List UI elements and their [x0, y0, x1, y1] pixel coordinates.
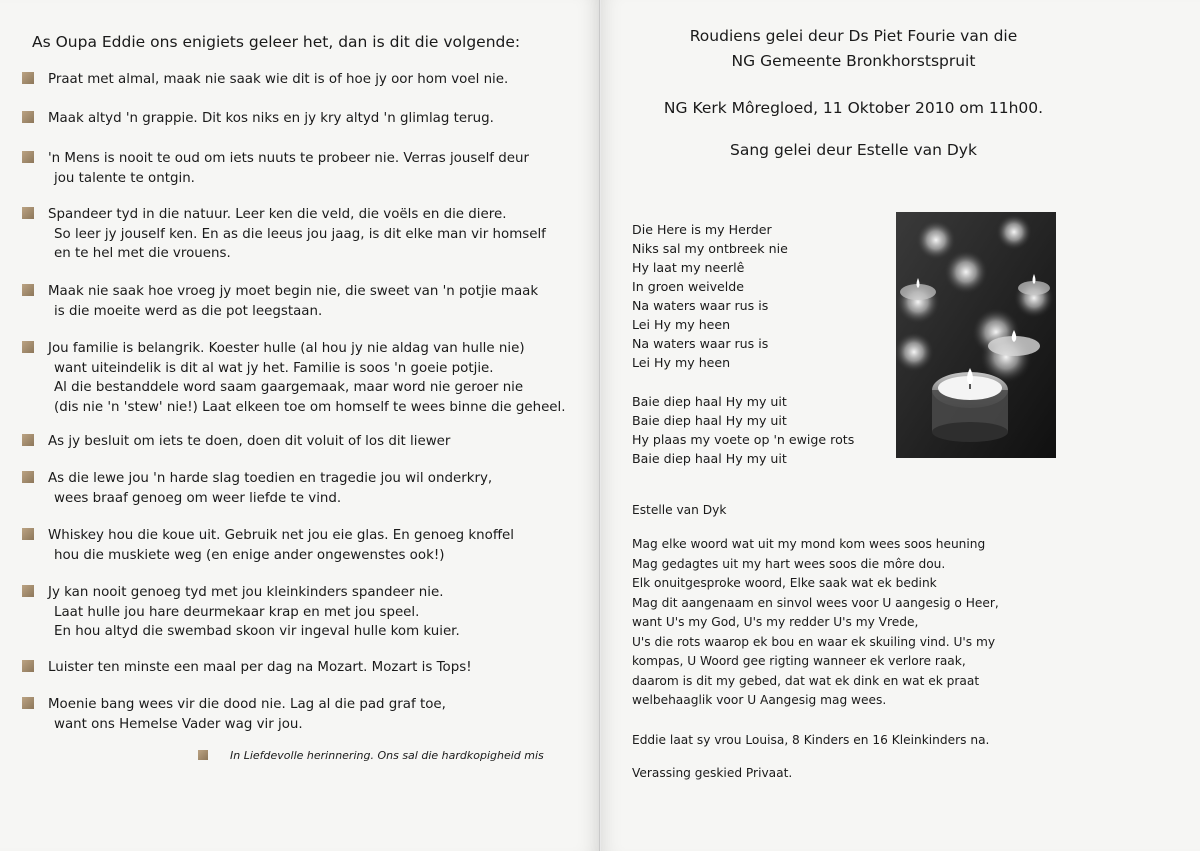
lesson-line: Praat met almal, maak nie saak wie dit is of hoe jy oor hom voel nie.: [48, 72, 509, 87]
lesson-item: [22, 432, 582, 452]
lesson-line: Maak altyd 'n grappie. Dit kos niks en jy kry altyd 'n glimlag terug.: [48, 111, 494, 126]
hymn-line: Baie diep haal Hy my uit: [632, 394, 787, 409]
lesson-line: Spandeer tyd in die natuur. Leer ken die veld, die voëls en die diere.: [48, 207, 507, 222]
prayer-line: Elk onuitgesproke woord, Elke saak wat ek bedink: [632, 576, 937, 590]
hymn-line: Na waters waar rus is: [632, 336, 769, 351]
lesson-item: [22, 695, 582, 734]
lesson-line: hou die muskiete weg (en enige ander ongewenstes ook!): [54, 547, 445, 563]
lesson-line: Al die bestanddele word saam gaargemaak, maar word nie geroer nie: [54, 380, 524, 395]
square-bullet-icon: [22, 471, 34, 483]
square-bullet-icon: [22, 151, 34, 163]
hymn-line: In groen weivelde: [632, 279, 745, 294]
square-bullet-icon: [22, 284, 34, 296]
prayer-line: want U's my God, U's my redder U's my Vrede,: [632, 615, 919, 629]
lesson-line: As jy besluit om iets te doen, doen dit voluit of los dit liewer: [48, 434, 451, 449]
lesson-item: [22, 282, 582, 321]
square-bullet-icon: [22, 434, 34, 446]
lesson-item: [22, 339, 582, 417]
prayer-line: Mag elke woord wat uit my mond kom wees soos heuning: [632, 537, 986, 551]
lesson-line: Maak nie saak hoe vroeg jy moet begin nie, die sweet van 'n potjie maak: [48, 284, 539, 299]
square-bullet-icon: [22, 341, 34, 353]
hymn-verse-1: [632, 220, 788, 372]
service-officiant: Roudiens gelei deur Ds Piet Fourie van die: [689, 27, 1018, 45]
lessons-heading: As Oupa Eddie ons enigiets geleer het, dan is dit die volgende:: [32, 33, 521, 51]
square-bullet-icon: [22, 72, 34, 84]
hymn-line: Hy laat my neerlê: [632, 260, 745, 275]
prayer-line: kompas, U Woord gee rigting wanneer ek verlore raak,: [632, 654, 966, 668]
lesson-line: is die moeite werd as die pot leegstaan.: [54, 303, 323, 319]
prayer-line: Mag gedagtes uit my hart wees soos die môre dou.: [632, 556, 946, 571]
lesson-line: As die lewe jou 'n harde slag toedien en tragedie jou wil onderkry,: [48, 471, 493, 486]
hymn-line: Lei Hy my heen: [632, 317, 731, 332]
square-bullet-icon: [22, 660, 34, 672]
lesson-line: (dis nie 'n 'stew' nie!) Laat elkeen toe om homself te wees binne die geheel.: [54, 399, 566, 415]
lesson-line: Whiskey hou die koue uit. Gebruik net jou eie glas. En genoeg knoffel: [48, 528, 515, 543]
lesson-item: [22, 205, 582, 264]
lesson-line: wees braaf genoeg om weer liefde te vind.: [54, 490, 342, 506]
hymn-line: Baie diep haal Hy my uit: [632, 413, 787, 428]
lesson-item: [22, 70, 582, 90]
lesson-line: Jou familie is belangrik. Koester hulle (al hou jy nie aldag van hulle nie): [48, 341, 525, 356]
lesson-item: [22, 469, 582, 508]
lesson-item: [22, 526, 582, 565]
lesson-line: En hou altyd die swembad skoon vir ingeval hulle kom kuier.: [54, 624, 460, 639]
lesson-line: en te hel met die vrouens.: [54, 246, 231, 261]
hymn-line: Baie diep haal Hy my uit: [632, 451, 787, 466]
lesson-line: Jy kan nooit genoeg tyd met jou kleinkinders spandeer nie.: [48, 585, 444, 600]
square-bullet-icon: [22, 697, 34, 709]
square-bullet-icon: [198, 750, 208, 760]
hymn-verse-2: [632, 392, 854, 468]
hymn-line: Hy plaas my voete op 'n ewige rots: [632, 432, 855, 447]
song-leader: Sang gelei deur Estelle van Dyk: [730, 141, 977, 159]
lesson-item: [22, 109, 582, 129]
hymn-line: Die Here is my Herder: [632, 222, 772, 237]
cremation-note: Verassing geskied Privaat.: [632, 766, 793, 780]
lesson-line: want uiteindelik is dit al wat jy het. Familie is soos 'n goeie potjie.: [54, 360, 494, 376]
lesson-line: Moenie bang wees vir die dood nie. Lag al die pad graf toe,: [48, 697, 446, 712]
lesson-line: Luister ten minste een maal per dag na Mozart. Mozart is Tops!: [48, 660, 472, 675]
square-bullet-icon: [22, 585, 34, 597]
service-venue-date: NG Kerk Môregloed, 11 Oktober 2010 om 11h00.: [663, 99, 1044, 117]
survivors-note: Eddie laat sy vrou Louisa, 8 Kinders en 16 Kleinkinders na.: [632, 733, 990, 747]
memorial-note: [198, 749, 578, 762]
square-bullet-icon: [22, 528, 34, 540]
hymn-line: Niks sal my ontbreek nie: [632, 241, 788, 256]
candles-photo: [896, 212, 1056, 458]
prayer-line: Mag dit aangenaam en sinvol wees voor U aangesig o Heer,: [632, 595, 999, 610]
candles-image: [896, 212, 1056, 458]
prayer-line: daarom is dit my gebed, dat wat ek dink en wat ek praat: [632, 673, 980, 688]
lesson-item: [22, 658, 582, 678]
prayer-text: [632, 535, 999, 711]
memorial-text: In Liefdevolle herinnering. Ons sal die hardkopigheid mis: [230, 749, 544, 762]
lesson-item: [22, 583, 582, 642]
lesson-line: So leer jy jouself ken. En as die leeus jou jaag, is dit elke man vir homself: [54, 226, 546, 242]
lesson-line: jou talente te ontgin.: [54, 170, 195, 186]
lesson-line: Laat hulle jou hare deurmekaar krap en met jou speel.: [54, 604, 420, 620]
hymn-line: Na waters waar rus is: [632, 298, 769, 313]
lesson-line: 'n Mens is nooit te oud om iets nuuts te probeer nie. Verras jouself deur: [48, 151, 530, 166]
congregation-name: NG Gemeente Bronkhorstspruit: [731, 52, 976, 70]
square-bullet-icon: [22, 207, 34, 219]
hymn-line: Lei Hy my heen: [632, 355, 731, 370]
lesson-item: [22, 149, 582, 188]
prayer-line: welbehaaglik voor U Aangesig mag wees.: [632, 693, 887, 707]
prayer-line: U's die rots waarop ek bou en waar ek skuiling vind. U's my: [632, 634, 996, 649]
lesson-line: want ons Hemelse Vader wag vir jou.: [54, 716, 303, 732]
square-bullet-icon: [22, 111, 34, 123]
hymn-author: Estelle van Dyk: [632, 503, 727, 517]
